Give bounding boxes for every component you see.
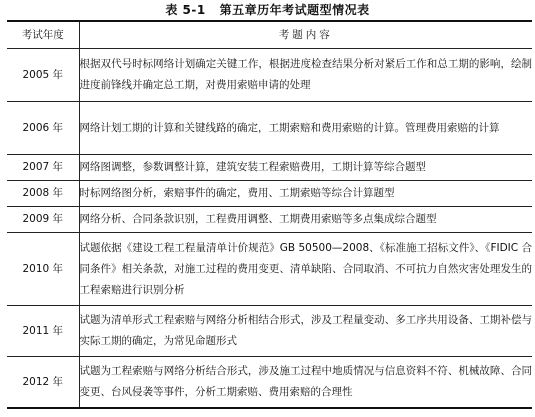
table-row — [7, 155, 532, 181]
row-content: 网络计划工期的计算和关键线路的确定，工期索赔和费用索赔的计算。管理费用索赔的计算 — [79, 102, 532, 155]
table-title — [0, 2, 535, 18]
row-year: 2005 年 — [7, 49, 79, 102]
row-content: 时标网络图分析，索赔事件的确定，费用、工期索赔等综合计算题型 — [79, 181, 532, 207]
table-header-row — [7, 21, 532, 49]
table-row — [7, 49, 532, 102]
table-row — [7, 181, 532, 207]
header-exam-content: 考题内容 — [79, 21, 532, 49]
row-content: 试题为清单形式工程索赔与网络分析相结合形式，涉及工程量变动、多工序共用设备、工期补偿与实际工期的确定，为常见命题形式 — [79, 306, 532, 357]
table-row — [7, 233, 532, 306]
header-exam-year: 考试年度 — [7, 21, 79, 49]
row-year: 2009 年 — [7, 207, 79, 233]
row-year: 2006 年 — [7, 102, 79, 155]
row-content: 网络图调整，参数调整计算，建筑安装工程索赔费用，工期计算等综合题型 — [79, 155, 532, 181]
exam-types-table — [7, 20, 532, 409]
row-year: 2007 年 — [7, 155, 79, 181]
row-year: 2010 年 — [7, 233, 79, 306]
row-content: 试题为工程索赔与网络分析结合形式，涉及施工过程中地质情况与信息资料不符、机械故障、合同变更、台风侵袭等事件，分析工期索赔、费用索赔的合理性 — [79, 357, 532, 409]
table-row — [7, 102, 532, 155]
row-content: 网络分析、合同条款识别，工程费用调整、工期费用索赔等多点集成综合题型 — [79, 207, 532, 233]
row-year: 2011 年 — [7, 306, 79, 357]
table-caption: 第五章历年考试题型情况表 — [219, 3, 370, 17]
row-content: 根据双代号时标网络计划确定关键工作，根据进度检查结果分析对紧后工作和总工期的影响，绘制进度前锋线并确定总工期，对费用索赔申请的处理 — [79, 49, 532, 102]
table-row — [7, 306, 532, 357]
row-year: 2008 年 — [7, 181, 79, 207]
table-number: 表 5-1 — [165, 3, 206, 17]
row-content: 试题依据《建设工程工程量清单计价规范》GB 50500—2008、《标准施工招标文件》、《FIDIC 合同条件》相关条款，对施工过程的费用变更、清单缺陷、合同取消、不可抗力自然灾害处理发生的工程索赔进行识别分析 — [79, 233, 532, 306]
table-row — [7, 207, 532, 233]
table-row — [7, 357, 532, 409]
row-year: 2012 年 — [7, 357, 79, 409]
